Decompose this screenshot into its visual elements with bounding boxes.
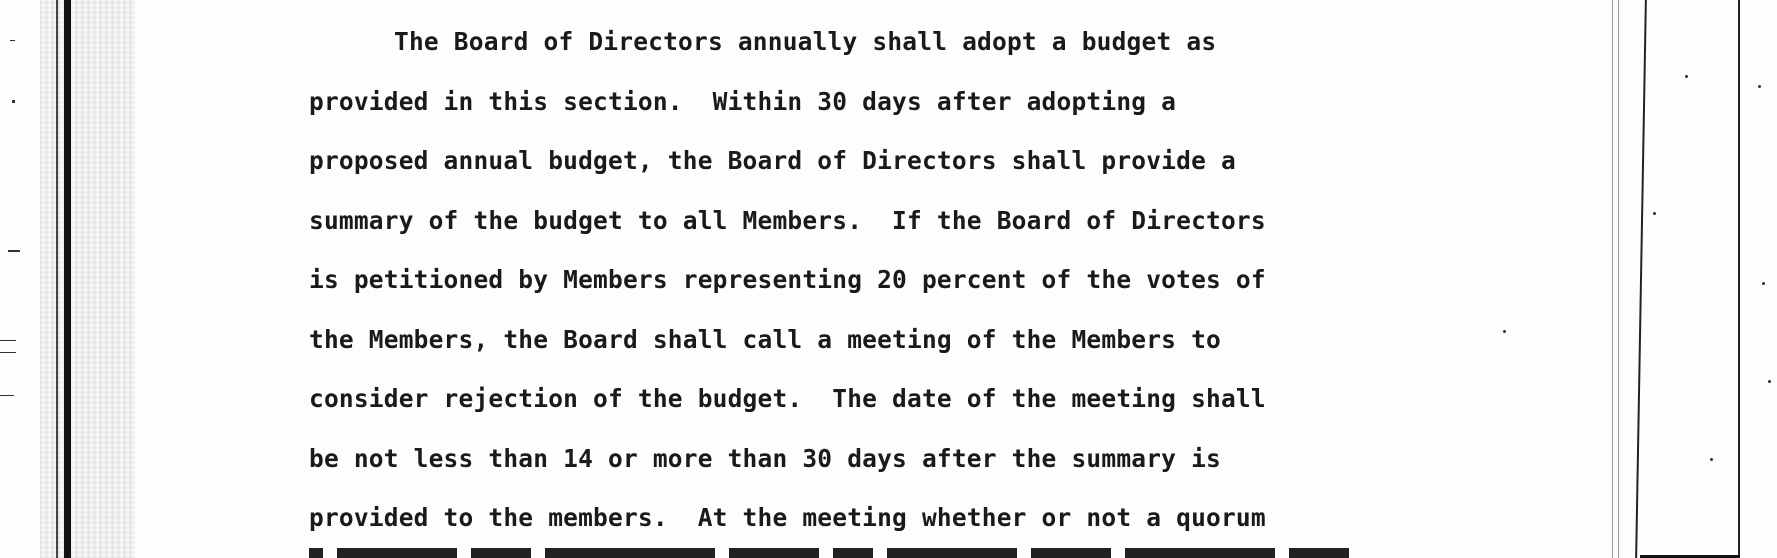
- scan-edge-line: [1612, 0, 1613, 558]
- scan-mark: [0, 352, 16, 353]
- scan-mark: [0, 395, 14, 396]
- text-line: provided in this section. Within 30 days after adopting a: [309, 86, 1177, 116]
- scan-speck: [1768, 380, 1771, 383]
- binding-speckle: [40, 0, 135, 558]
- scan-mark: [0, 340, 16, 341]
- text-line: summary of the budget to all Members. If the Board of Directors: [309, 205, 1266, 235]
- cutoff-text-line: [309, 548, 1419, 558]
- text-line: The Board of Directors annually shall adopt a budget as: [394, 27, 1217, 56]
- scan-speck: [1762, 282, 1765, 285]
- scan-edge-line: [1635, 0, 1647, 558]
- binding-edge-thin: [56, 0, 58, 558]
- text-line: proposed annual budget, the Board of Directors shall provide a: [309, 146, 1236, 175]
- scan-mark: [8, 250, 20, 252]
- body-paragraph: [309, 12, 1449, 548]
- scan-speck: [1503, 330, 1506, 333]
- binding-edge: [64, 0, 71, 558]
- text-line: the Members, the Board shall call a meeting of the Members to: [309, 324, 1221, 354]
- text-line: be not less than 14 or more than 30 days after the summary is: [309, 443, 1221, 473]
- scan-mark: [12, 100, 15, 103]
- scan-speck: [1653, 212, 1656, 215]
- text-line: is petitioned by Members representing 20 percent of the votes of: [309, 265, 1266, 294]
- text-line: consider rejection of the budget. The date of the meeting shall: [309, 384, 1266, 413]
- scan-speck: [1758, 85, 1761, 88]
- scan-mark: [10, 40, 15, 41]
- scan-speck: [1685, 75, 1688, 78]
- scan-speck: [1710, 458, 1713, 461]
- scan-edge-line: [1618, 0, 1619, 558]
- scan-edge-line: [1738, 0, 1740, 558]
- text-line: provided to the members. At the meeting whether or not a quorum: [309, 503, 1266, 532]
